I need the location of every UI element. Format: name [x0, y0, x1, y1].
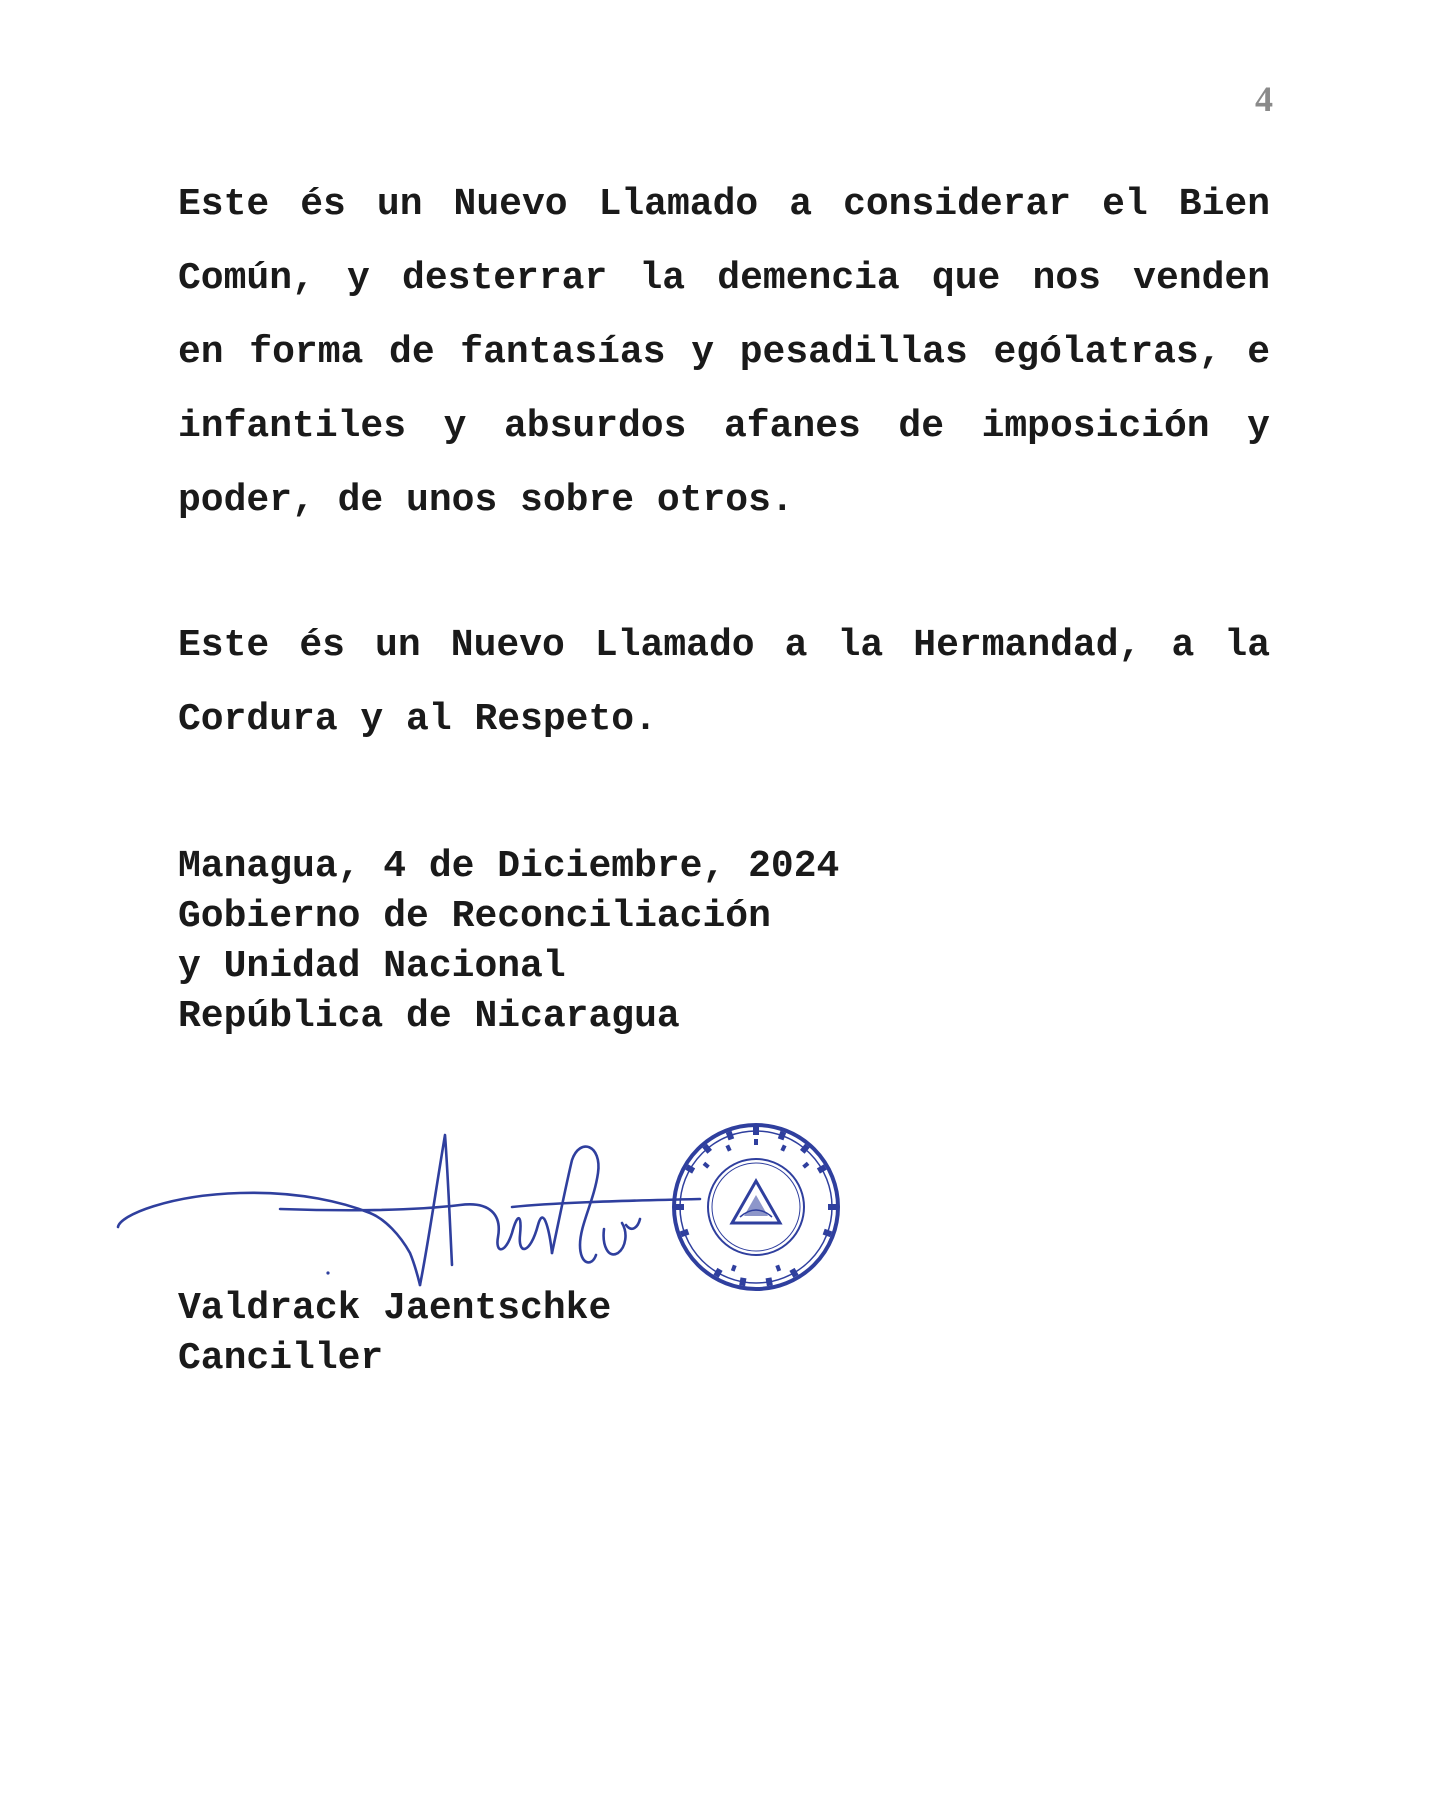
signer-title: Canciller	[178, 1337, 384, 1380]
place-date: Managua, 4 de Diciembre, 2024	[178, 845, 840, 888]
signer-block	[178, 1284, 1270, 1384]
country-name: República de Nicaragua	[178, 995, 680, 1038]
ministry-seal	[674, 1125, 838, 1289]
body-paragraph-2: Este és un Nuevo Llamado a la Hermandad, a la Cordura y al Respeto.	[178, 624, 1270, 741]
government-name-line-2: y Unidad Nacional	[178, 945, 566, 988]
page-number: 4	[1255, 79, 1273, 119]
handwritten-signature	[118, 1135, 700, 1285]
signer-name: Valdrack Jaentschke	[178, 1287, 612, 1330]
government-name-line-1: Gobierno de Reconciliación	[178, 895, 771, 938]
body-paragraph-1: Este és un Nuevo Llamado a considerar el Bien Común, y desterrar la demencia que nos venden en forma de fantasías y pesadillas ególatras, e infantiles y absurdos afanes de imposición y poder, de unos sobre otros.	[178, 183, 1270, 522]
closing-block	[178, 842, 1270, 1042]
signature-and-seal	[110, 1115, 850, 1295]
